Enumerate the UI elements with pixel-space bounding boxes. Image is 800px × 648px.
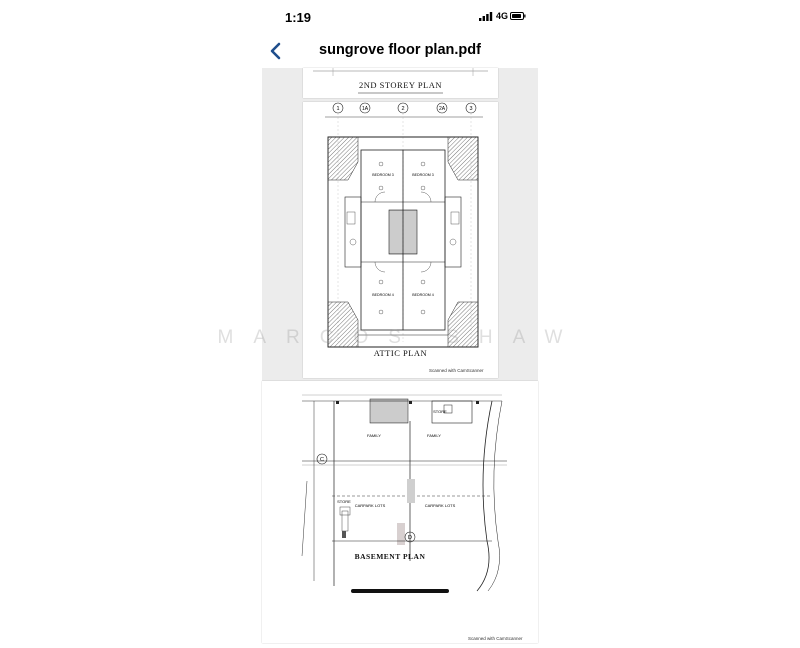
signal-icon [479, 12, 493, 21]
plan-label: 2ND STOREY PLAN [358, 80, 443, 90]
scan-credit: Scanned with CamScanner [468, 636, 523, 641]
grid-label: 1A [361, 106, 369, 112]
section-marker: C [320, 457, 324, 463]
room-label: STORE [337, 499, 351, 504]
pdf-page-2nd-storey[interactable] [303, 68, 498, 98]
section-marker: D [408, 535, 412, 541]
pdf-page-attic[interactable] [303, 102, 498, 378]
room-label: CARPARK LOTS [354, 503, 386, 508]
watermark: MARCOS SHAW [217, 327, 583, 348]
plan-label: BASEMENT PLAN [354, 552, 426, 561]
pdf-viewer[interactable] [262, 68, 538, 641]
floor-plan-drawing [262, 381, 538, 643]
pdf-page-basement[interactable] [262, 381, 538, 643]
floor-plan-drawing [303, 102, 498, 378]
room-label: CARPARK LOTS [424, 503, 456, 508]
room-label: FAMILY [367, 433, 381, 438]
phone-screen [262, 0, 538, 641]
grid-label: 2 [401, 106, 405, 112]
grid-label: 2A [438, 106, 446, 112]
room-label: BEDROOM 4 [372, 293, 394, 297]
grid-label: 3 [469, 106, 473, 112]
scan-credit: Scanned with CamScanner [429, 368, 484, 373]
document-title: sungrove floor plan.pdf [319, 42, 481, 58]
room-label: STORE [433, 409, 447, 414]
status-time: 1:19 [285, 10, 312, 25]
room-label: BEDROOM 4 [412, 293, 434, 297]
status-bar [262, 0, 538, 34]
grid-label: 1 [336, 106, 340, 112]
home-indicator[interactable] [351, 589, 449, 593]
room-label: BEDROOM 3 [412, 173, 434, 177]
plan-label: ATTIC PLAN [373, 348, 428, 358]
nav-bar [262, 34, 538, 68]
room-label: BEDROOM 3 [372, 173, 394, 177]
battery-icon [510, 12, 526, 20]
network-type: 4G [496, 11, 509, 21]
grid-markers [333, 103, 476, 113]
room-label: FAMILY [427, 433, 441, 438]
